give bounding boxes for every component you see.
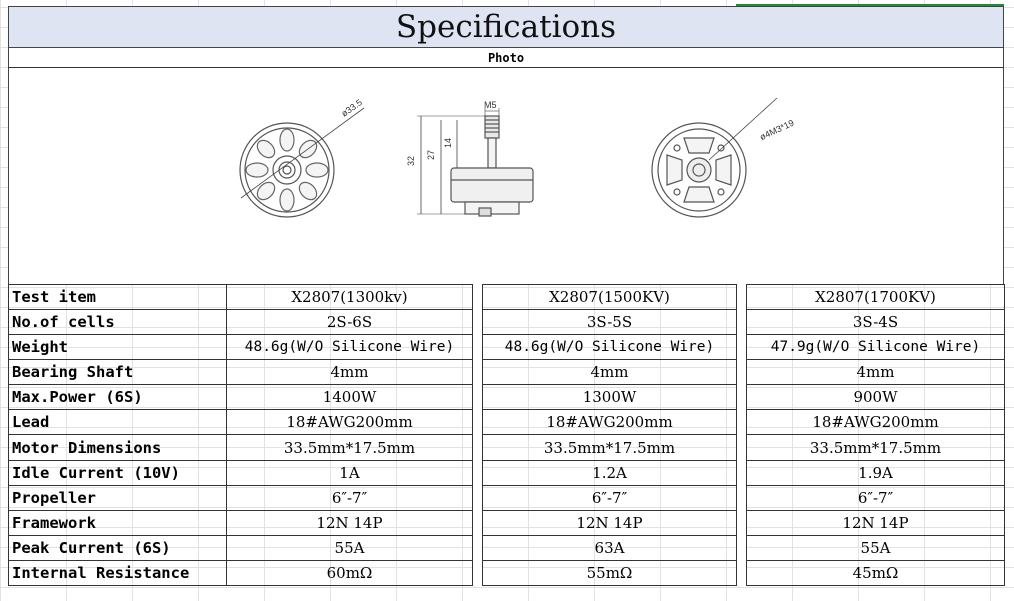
column-gap	[737, 385, 747, 410]
column-gap	[737, 335, 747, 360]
column-gap	[473, 535, 483, 560]
column-gap	[737, 360, 747, 385]
cell-1500kv[interactable]: 3S-5S	[483, 310, 737, 335]
photo-cell[interactable]	[8, 68, 1004, 284]
photo-label: Photo	[487, 50, 525, 65]
table-row	[9, 560, 1005, 585]
cell-1300kv[interactable]: 6″-7″	[227, 485, 473, 510]
row-label[interactable]: Max.Power (6S)	[9, 385, 227, 410]
cell-1700kv[interactable]: 47.9g(W/O Silicone Wire)	[747, 335, 1005, 360]
cell-1500kv[interactable]: 6″-7″	[483, 485, 737, 510]
cell-1700kv[interactable]: 1.9A	[747, 460, 1005, 485]
table-row	[9, 510, 1005, 535]
column-gap	[737, 510, 747, 535]
row-label[interactable]: Peak Current (6S)	[9, 535, 227, 560]
row-label[interactable]: Propeller	[9, 485, 227, 510]
cell-1500kv[interactable]: 55mΩ	[483, 560, 737, 585]
row-label[interactable]: Weight	[9, 335, 227, 360]
table-row	[9, 460, 1005, 485]
table-row	[9, 310, 1005, 335]
cell-1500kv[interactable]: 1.2A	[483, 460, 737, 485]
rear-screw-label: ø4M3*19	[758, 117, 796, 143]
cell-1500kv[interactable]: 33.5mm*17.5mm	[483, 435, 737, 460]
cell-1300kv[interactable]: 33.5mm*17.5mm	[227, 435, 473, 460]
table-row	[9, 535, 1005, 560]
cell-1300kv[interactable]: 1400W	[227, 385, 473, 410]
column-gap	[473, 310, 483, 335]
cell-1500kv[interactable]: 48.6g(W/O Silicone Wire)	[483, 335, 737, 360]
cell-1700kv[interactable]: 4mm	[747, 360, 1005, 385]
column-gap	[473, 560, 483, 585]
cell-1700kv[interactable]: 55A	[747, 535, 1005, 560]
cell-1300kv[interactable]: 18#AWG200mm	[227, 410, 473, 435]
column-gap	[737, 435, 747, 460]
motor-drawing	[9, 68, 1003, 284]
row-label[interactable]: Internal Resistance	[9, 560, 227, 585]
cell-1500kv[interactable]: 1300W	[483, 385, 737, 410]
column-gap	[473, 435, 483, 460]
row-label[interactable]: Bearing Shaft	[9, 360, 227, 385]
table-row	[9, 360, 1005, 385]
cell-1500kv[interactable]: 12N 14P	[483, 510, 737, 535]
column-gap	[737, 460, 747, 485]
column-gap	[737, 310, 747, 335]
front-diameter-label: ø33.5	[339, 97, 365, 119]
column-gap	[737, 485, 747, 510]
cell-1300kv[interactable]: 1A	[227, 460, 473, 485]
column-gap	[473, 460, 483, 485]
column-gap	[737, 410, 747, 435]
page-title: Specifications	[395, 9, 617, 45]
column-gap	[473, 335, 483, 360]
shaft-thread-label: M5	[484, 100, 497, 110]
row-label[interactable]: Idle Current (10V)	[9, 460, 227, 485]
cell-1700kv[interactable]: 900W	[747, 385, 1005, 410]
motor-side-view	[417, 108, 533, 216]
photo-header-cell[interactable]	[8, 48, 1004, 68]
motor-rear-view	[652, 98, 777, 217]
cell-1500kv[interactable]: 18#AWG200mm	[483, 410, 737, 435]
cell-1300kv[interactable]: 60mΩ	[227, 560, 473, 585]
cell-1700kv[interactable]: 18#AWG200mm	[747, 410, 1005, 435]
cell-1700kv[interactable]: 45mΩ	[747, 560, 1005, 585]
cell-1700kv[interactable]: 12N 14P	[747, 510, 1005, 535]
cell-1500kv[interactable]: 63A	[483, 535, 737, 560]
cell-1500kv[interactable]: 4mm	[483, 360, 737, 385]
cell-1300kv[interactable]: 48.6g(W/O Silicone Wire)	[227, 335, 473, 360]
cell-1700kv[interactable]: 3S-4S	[747, 310, 1005, 335]
row-label[interactable]: Framework	[9, 510, 227, 535]
motor-front-view	[240, 108, 364, 217]
row-label[interactable]: Lead	[9, 410, 227, 435]
row-label[interactable]: Motor Dimensions	[9, 435, 227, 460]
table-row	[9, 385, 1005, 410]
header-model-1300kv[interactable]: X2807(1300kv)	[227, 285, 473, 310]
row-label[interactable]: No.of cells	[9, 310, 227, 335]
height-27-label: 27	[426, 149, 436, 160]
cell-1300kv[interactable]: 2S-6S	[227, 310, 473, 335]
column-gap	[737, 560, 747, 585]
column-gap	[473, 485, 483, 510]
table-header-row	[9, 285, 1005, 310]
column-gap	[473, 410, 483, 435]
cell-1700kv[interactable]: 6″-7″	[747, 485, 1005, 510]
column-gap	[473, 360, 483, 385]
title-cell[interactable]	[8, 6, 1004, 48]
spec-table	[8, 284, 1005, 586]
header-test-item[interactable]: Test item	[9, 285, 227, 310]
column-gap	[473, 385, 483, 410]
header-model-1700kv[interactable]: X2807(1700KV)	[747, 285, 1005, 310]
column-gap	[473, 510, 483, 535]
cell-1300kv[interactable]: 55A	[227, 535, 473, 560]
table-row	[9, 435, 1005, 460]
height-32-label: 32	[406, 155, 416, 166]
cell-1300kv[interactable]: 4mm	[227, 360, 473, 385]
header-model-1500kv[interactable]: X2807(1500KV)	[483, 285, 737, 310]
cell-1300kv[interactable]: 12N 14P	[227, 510, 473, 535]
table-row	[9, 410, 1005, 435]
table-row	[9, 335, 1005, 360]
cell-1700kv[interactable]: 33.5mm*17.5mm	[747, 435, 1005, 460]
table-row	[9, 485, 1005, 510]
column-gap	[737, 535, 747, 560]
height-14-label: 14	[443, 137, 453, 148]
